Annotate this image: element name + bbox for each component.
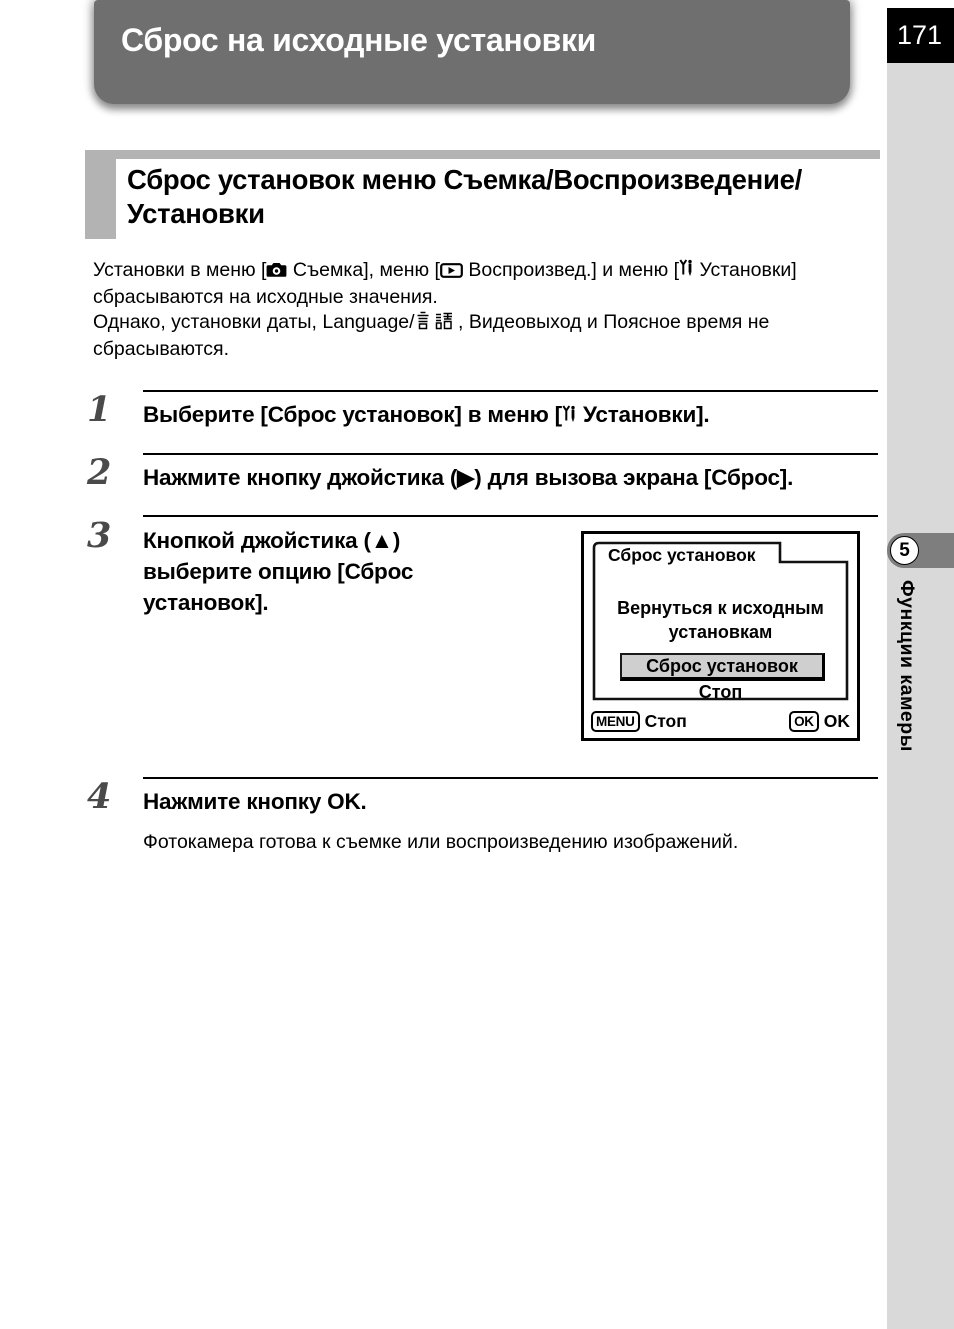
step-2-text: Нажмите кнопку джойстика (▶) для вызова экрана [Сброс]. xyxy=(143,465,794,490)
ok-button-group xyxy=(789,711,850,732)
camera-screen-illustration xyxy=(581,531,860,741)
camera-icon xyxy=(266,260,287,285)
screen-selected-option: Сброс установок xyxy=(620,653,825,681)
intro-text: , Видеовыход и Поясное время не сбрасываются. xyxy=(93,311,770,360)
intro-text: Установки] сбрасываются на исходные значения. xyxy=(93,259,797,308)
ok-action-label: OK xyxy=(823,710,850,731)
menu-button-group xyxy=(591,711,687,732)
step-4-text: Нажмите кнопку OK. xyxy=(143,789,367,814)
header-banner xyxy=(94,0,850,104)
chapter-number-badge: 5 xyxy=(890,536,919,565)
playback-icon xyxy=(440,260,463,285)
section-title-line1: Сброс установок меню Съемка/Воспроизведение/ xyxy=(127,164,802,195)
menu-action-label: Стоп xyxy=(644,710,687,731)
step-text-segment: Установки]. xyxy=(576,402,710,427)
intro-paragraph-1 xyxy=(93,258,871,310)
heading-left-bar xyxy=(85,159,116,239)
setup-icon xyxy=(679,259,694,285)
heading-top-bar xyxy=(85,150,880,159)
chapter-title-vertical: Функции камеры xyxy=(896,580,918,752)
screen-message-line1: Вернуться к исходным xyxy=(617,598,824,618)
step-number: 3 xyxy=(87,515,112,556)
step-4-note: Фотокамера готова к съемке или воспроизведению изображений. xyxy=(143,831,739,853)
chapter-tab xyxy=(887,533,954,568)
step-divider xyxy=(143,453,878,455)
page-title: Сброс на исходные установки xyxy=(121,22,597,58)
step-divider xyxy=(143,515,878,517)
step-number: 2 xyxy=(87,452,112,493)
step-3-text: Кнопкой джойстика (▲) выберите опцию [Сброс установок]. xyxy=(143,528,414,615)
step-divider xyxy=(143,777,878,779)
intro-text: Однако, установки даты, Language/ xyxy=(93,311,415,333)
intro-text: Установки в меню [ xyxy=(93,259,267,281)
japanese-language-icon xyxy=(415,311,453,337)
page-number: 171 xyxy=(897,20,943,50)
section-title xyxy=(127,163,872,231)
screen-tab-title: Сброс установок xyxy=(608,545,756,565)
ok-button-badge: OK xyxy=(789,711,819,732)
intro-text: Съемка], меню [ xyxy=(287,259,440,281)
menu-button-badge: MENU xyxy=(591,711,640,732)
screen-message-line2: установкам xyxy=(668,622,773,642)
screen-bottom-bar xyxy=(591,708,850,734)
page-number-box xyxy=(887,8,954,63)
screen-message xyxy=(594,596,847,644)
step-text-segment: Выберите [Сброс установок] в меню [ xyxy=(143,402,562,427)
intro-paragraphs xyxy=(93,258,871,362)
section-title-line2: Установки xyxy=(127,198,265,229)
intro-text: Воспроизвед.] и меню [ xyxy=(462,259,680,281)
step-1-text xyxy=(143,399,883,432)
intro-paragraph-2 xyxy=(93,310,871,362)
step-number: 1 xyxy=(87,389,112,430)
setup-icon xyxy=(562,401,577,432)
screen-cancel-option: Стоп xyxy=(698,682,743,702)
step-divider xyxy=(143,390,878,392)
step-number: 4 xyxy=(87,776,112,817)
